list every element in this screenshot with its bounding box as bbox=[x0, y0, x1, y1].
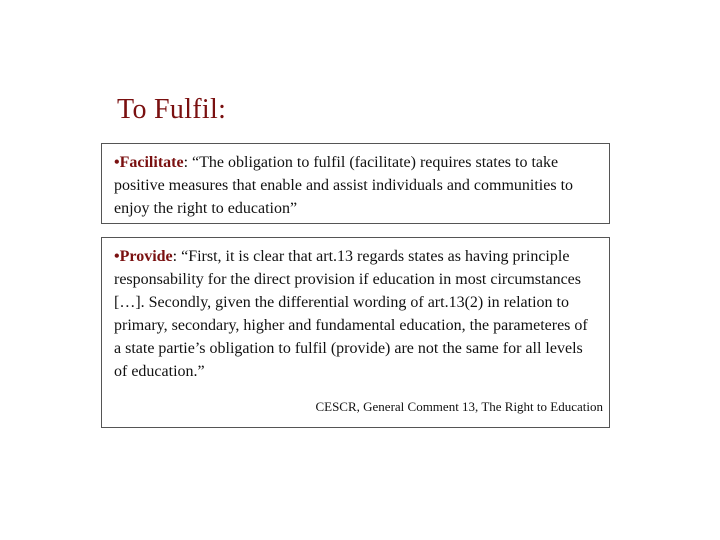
provide-quote-box bbox=[101, 237, 610, 428]
facilitate-term: Facilitate bbox=[119, 154, 184, 171]
facilitate-text: : “The obligation to fulfil (facilitate) requires states to take positive measures that enable and assist individuals and communities to enjoy the right to education” bbox=[114, 154, 574, 217]
provide-term: Provide bbox=[119, 248, 173, 265]
facilitate-quote-box bbox=[101, 143, 610, 224]
provide-text: : “First, it is clear that art.13 regards states as having principle responsability for the direct provision if education in most circumstances […]. Secondly, given the differential wording of art.13(2) in relation to primary, secondary, higher and fundamental education, the parameteres of a state partie’s obligation to fulfil (provide) are not the same for all levels of education.” bbox=[114, 248, 588, 380]
facilitate-bullet: • bbox=[114, 154, 120, 171]
facilitate-paragraph bbox=[114, 151, 597, 220]
slide-title: To Fulfil: bbox=[117, 94, 227, 125]
citation: CESCR, General Comment 13, The Right to Education bbox=[315, 399, 603, 414]
provide-bullet: • bbox=[114, 248, 120, 265]
provide-paragraph bbox=[114, 245, 597, 383]
